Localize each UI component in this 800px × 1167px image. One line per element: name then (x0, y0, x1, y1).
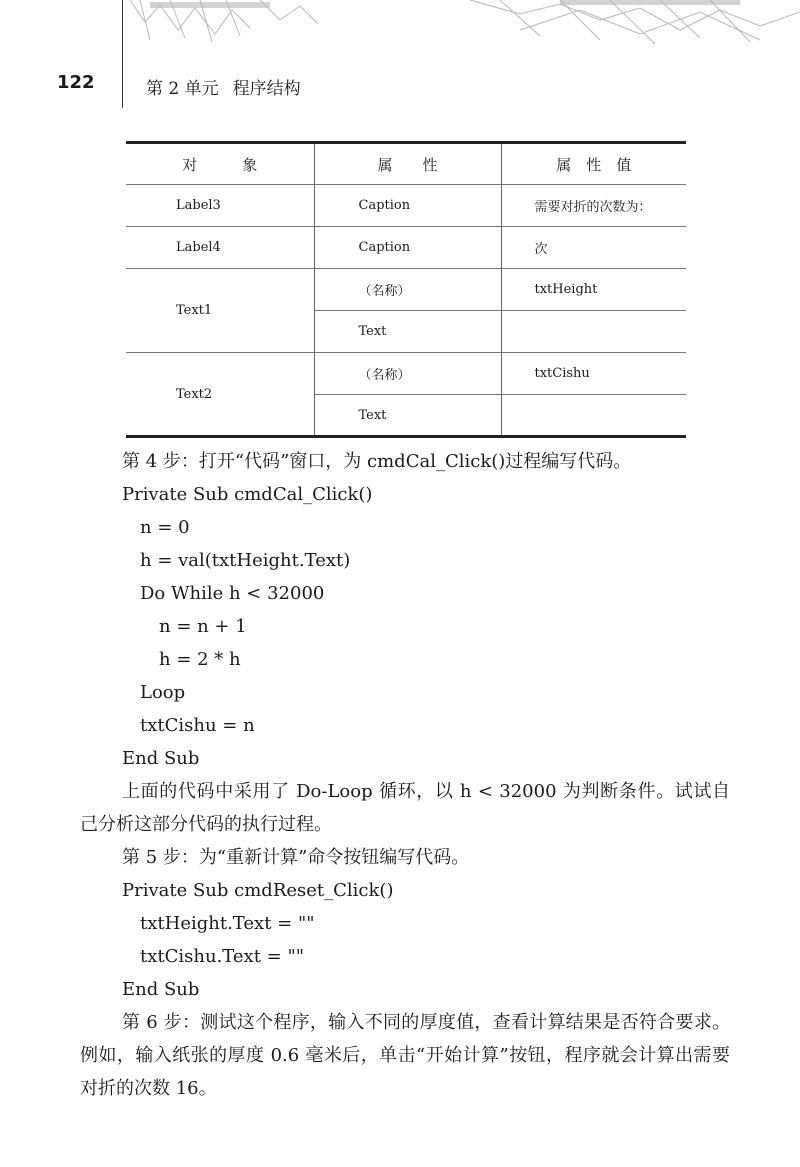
cell-object: Text1 (176, 303, 213, 318)
chapter-header (146, 74, 301, 99)
cell-property: （名称） (314, 353, 501, 395)
code-line: Private Sub cmdCal_Click() (122, 484, 373, 505)
code-line: txtCishu.Text = "" (140, 946, 305, 967)
explanation-paragraph: 上面的代码中采用了 Do-Loop 循环，以 h < 32000 为判断条件。试试自己分析这部分代码的执行过程。 (80, 781, 730, 835)
property-table (126, 141, 686, 438)
code-line: Loop (140, 682, 186, 703)
step-5-text: 第 5 步：为“重新计算”命令按钮编写代码。 (122, 847, 470, 868)
code-line: txtCishu = n (140, 715, 255, 736)
header-value: 属 性 值 (501, 143, 686, 185)
body-content (80, 445, 730, 1105)
table-row (126, 353, 686, 395)
cell-property: Text (314, 311, 501, 353)
code-line: n = n + 1 (159, 616, 247, 637)
header-object: 对 象 (182, 155, 258, 174)
cell-object: Label4 (176, 240, 221, 255)
cell-value (501, 395, 686, 437)
code-line: End Sub (122, 979, 200, 1000)
cell-value: 需要对折的次数为： (501, 185, 686, 227)
code-line: End Sub (122, 748, 200, 769)
table-row (126, 185, 686, 227)
code-line: h = 2 * h (159, 649, 241, 670)
code-line: h = val(txtHeight.Text) (140, 550, 351, 571)
cell-value: txtCishu (501, 353, 686, 395)
cell-object: Label3 (176, 198, 221, 213)
cell-object: Text2 (176, 386, 213, 402)
cell-property: Caption (314, 227, 501, 269)
header-decoration (0, 0, 800, 60)
cell-property: （名称） (314, 269, 501, 311)
page-number: 122 (57, 72, 95, 93)
code-line: Private Sub cmdReset_Click() (122, 880, 394, 901)
step-6-text: 第 6 步：测试这个程序，输入不同的厚度值，查看计算结果是否符合要求。例如，输入纸张的厚度 0.6 毫米后，单击“开始计算”按钮，程序就会计算出需要对折的次数 16。 (80, 1012, 730, 1099)
header-divider (122, 0, 123, 108)
cell-value (501, 311, 686, 353)
step-4-text: 第 4 步：打开“代码”窗口，为 cmdCal_Click()过程编写代码。 (122, 451, 632, 472)
cell-value: 次 (501, 227, 686, 269)
cell-property: Text (314, 395, 501, 437)
code-line: Do While h < 32000 (140, 583, 325, 604)
cell-value: txtHeight (501, 269, 686, 311)
chapter-title: 程序结构 (232, 79, 301, 99)
cell-property: Caption (314, 185, 501, 227)
unit-label: 第 2 单元 (146, 79, 219, 99)
table-row (126, 227, 686, 269)
code-line: n = 0 (140, 517, 190, 538)
header-property: 属 性 (314, 143, 501, 185)
table-header-row (126, 143, 686, 185)
code-line: txtHeight.Text = "" (140, 913, 315, 934)
table-row (126, 269, 686, 311)
